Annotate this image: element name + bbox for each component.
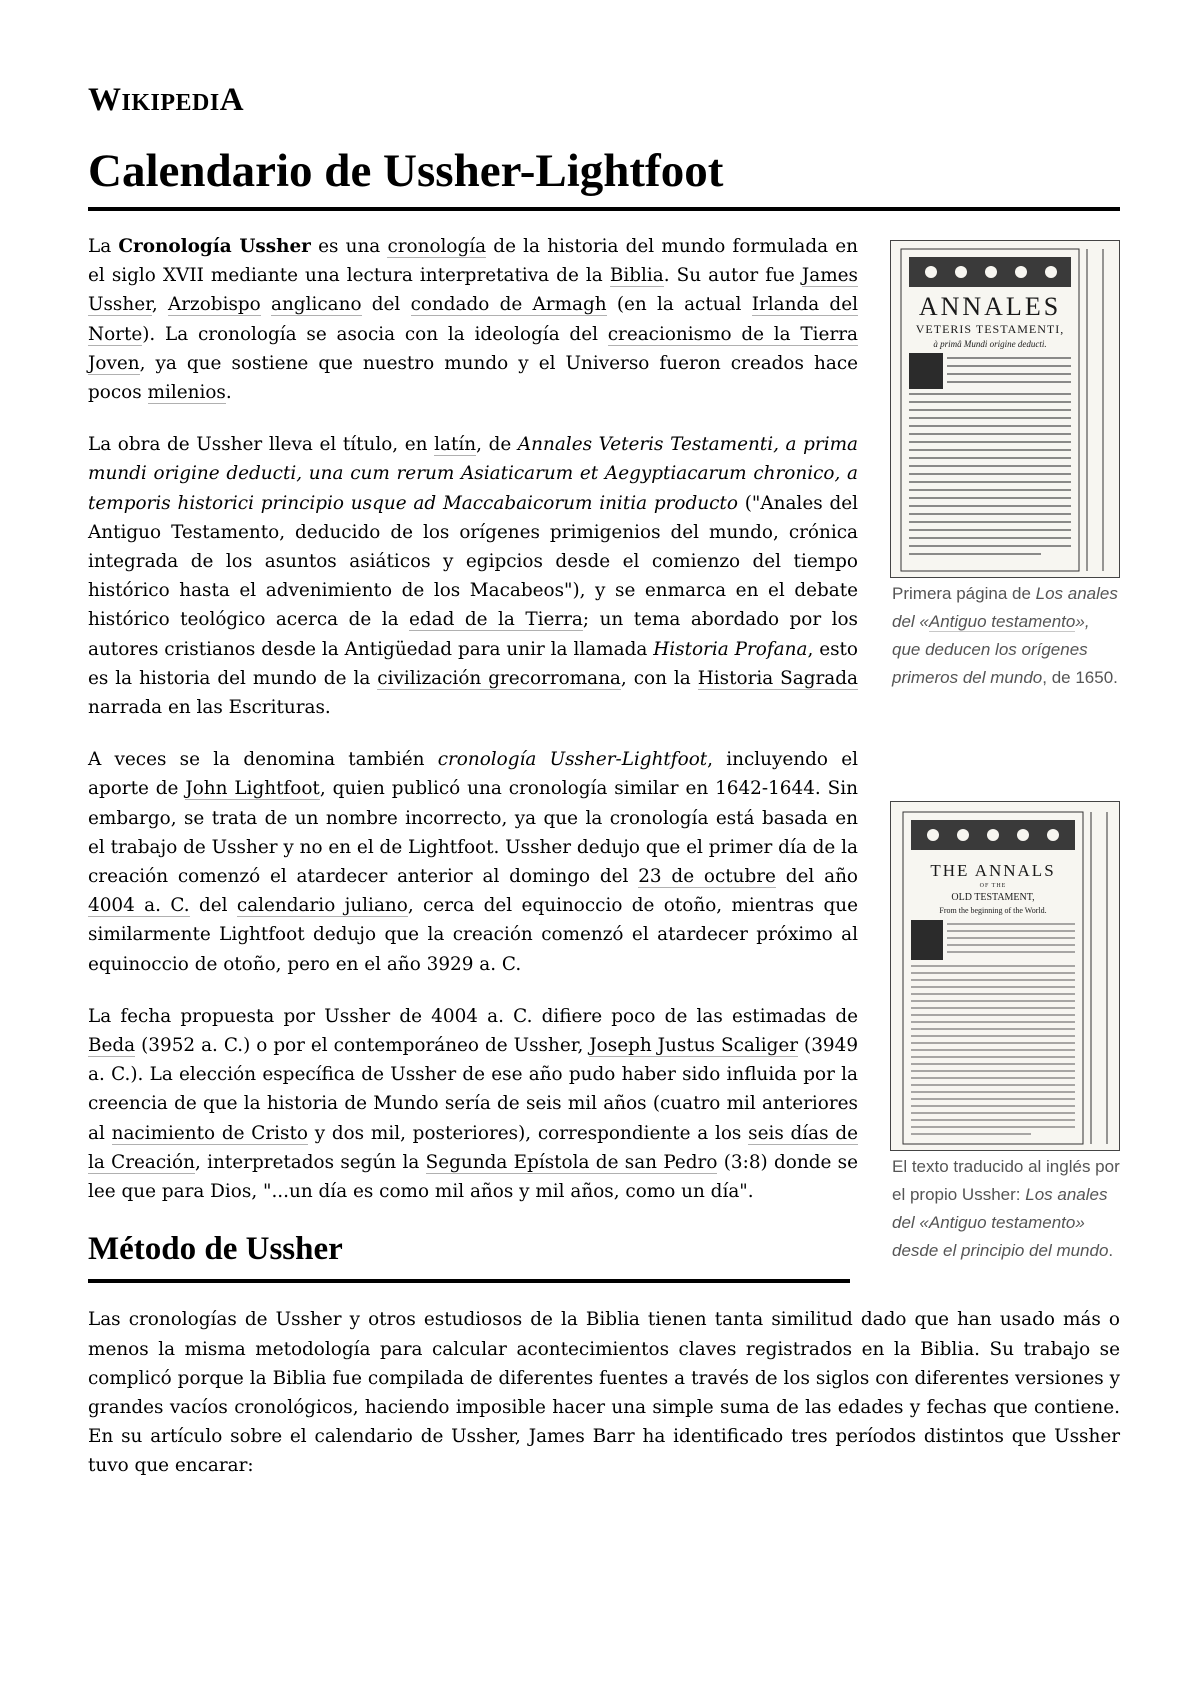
article-body	[88, 232, 1120, 1504]
svg-text:From the beginning of the Worl: From the beginning of the World.	[939, 906, 1047, 916]
figure-image-annals[interactable]	[890, 801, 1120, 1151]
annales-title-page-image	[891, 241, 1120, 577]
svg-text:VETERIS TESTAMENTI,: VETERIS TESTAMENTI,	[915, 322, 1065, 336]
link-cronologia[interactable]: cronología	[387, 236, 487, 257]
link-milenios[interactable]: milenios	[147, 382, 226, 404]
link-irlanda-del-norte[interactable]: Irlanda del Norte	[88, 294, 858, 345]
link-civilizacion-grecorromana[interactable]: civilización grecorromana	[377, 667, 621, 689]
paragraph-intro: La Cronología Ussher es una cronología de la historia del mundo formulada en el siglo XVII mediante una lectura interpretativa de la Biblia. Su autor fue James Ussher, Arzobispo anglicano del condado de Armagh (en la actual Irlanda del Norte). La cronología se asocia con la ideología del creacionismo de la Tierra Joven, ya que sostiene que nuestro mundo y el Universo fueron creados hace pocos milenios.	[88, 236, 859, 404]
figure-image-annales[interactable]	[890, 240, 1120, 578]
caption-link-antiguo-testamento[interactable]: Antiguo testamento	[928, 612, 1076, 631]
link-nacimiento-de-cristo[interactable]: nacimiento de Cristo	[111, 1122, 308, 1144]
link-beda[interactable]: Beda	[88, 1035, 136, 1057]
figure-annals	[888, 801, 1120, 1265]
svg-text:à primâ Mundi origine deducti.: à primâ Mundi origine deducti.	[933, 339, 1047, 349]
link-james-ussher[interactable]: James Ussher	[88, 265, 858, 316]
link-23-de-octubre[interactable]: 23 de octubre	[638, 866, 776, 888]
figure-caption-annales: Primera página de Los anales del «Antiguo testamento», que deducen los orígenes primeros del mundo, de 1650.	[892, 584, 1118, 687]
svg-text:OLD TESTAMENT,: OLD TESTAMENT,	[951, 892, 1035, 904]
paragraph-fecha: La fecha propuesta por Ussher de 4004 a. C. difiere poco de las estimadas de Beda (3952 a. C.) o por el contemporáneo de Ussher, Joseph Justus Scaliger (3949 a. C.). La elección específica de Ussher de ese año pudo haber sido influida por la creencia de que la historia de Mundo sería de seis mil años (cuatro mil anteriores al nacimiento de Cristo y dos mil, posteriores), correspondiente a los seis días de la Creación, interpretados según la Segunda Epístola de san Pedro (3:8) donde se lee que para Dios, "...un día es como mil años y mil años, como un día".	[88, 1005, 859, 1203]
link-historia-sagrada[interactable]: Historia Sagrada	[697, 667, 859, 689]
paragraph-lightfoot: A veces se la denomina también cronología Ussher-Lightfoot, incluyendo el aporte de John Lightfoot, quien publicó una cronología similar en 1642-1644. Sin embargo, se trata de un nombre incorrecto, ya que la cronología está basada en el trabajo de Ussher y no en el de Lightfoot. Ussher dedujo que el primer día de la creación comenzó el atardecer anterior al domingo del 23 de octubre del año 4004 a. C. del calendario juliano, cerca del equinoccio de otoño, mientras que similarmente Lightfoot dedujo que la creación comenzó el atardecer próximo al equinoccio de otoño, pero en el año 3929 a. C.	[88, 749, 858, 975]
link-anglicano[interactable]: anglicano	[271, 294, 362, 316]
title-divider	[88, 207, 1120, 211]
paragraph-metodo: Las cronologías de Ussher y otros estudiosos de la Biblia tienen tanta similitud dado que han usado más o menos la misma metodología para calcular acontecimientos claves registrados en la Biblia. Su trabajo se complicó porque la Biblia fue compilada de diferentes fuentes a través de los siglos con diferentes versiones y grandes vacíos cronológicos, haciendo imposible hacer una simple suma de las edades y fechas que contiene. En su artículo sobre el calendario de Ussher, James Barr ha identificado tres períodos distintos que Ussher tuvo que encarar:	[88, 1309, 1120, 1477]
link-seis-dias-creacion[interactable]: seis días de la Creación	[88, 1122, 858, 1173]
link-arzobispo[interactable]: Arzobispo	[167, 294, 261, 316]
link-calendario-juliano[interactable]: calendario juliano	[236, 895, 408, 917]
annals-title-page-image	[891, 802, 1120, 1150]
svg-text:THE ANNALS: THE ANNALS	[930, 861, 1056, 881]
figure-caption-annals: El texto traducido al inglés por el propio Ussher: Los anales del «Antiguo testamento» desde el principio del mundo.	[892, 1157, 1120, 1261]
link-4004-ac[interactable]: 4004 a. C.	[88, 895, 190, 917]
svg-text:ANNALES: ANNALES	[918, 292, 1062, 321]
link-joseph-justus-scaliger[interactable]: Joseph Justus Scaliger	[589, 1035, 799, 1057]
link-edad-de-la-tierra[interactable]: edad de la Tierra	[409, 609, 583, 631]
section-heading-metodo: Método de Ussher	[88, 1229, 850, 1283]
wikipedia-logo[interactable]: WIKIPEDIA	[88, 82, 245, 118]
figure-annales	[888, 240, 1120, 692]
link-latin[interactable]: latín	[434, 434, 477, 456]
svg-text:OF THE: OF THE	[979, 883, 1007, 890]
link-segunda-epistola-san-pedro[interactable]: Segunda Epístola de san Pedro	[425, 1151, 718, 1173]
paragraph-obra: La obra de Ussher lleva el título, en latín, de Annales Veteris Testamenti, a prima mundi origine deducti, una cum rerum Asiaticarum et Aegyptiacarum chronico, a temporis historici principio usque ad Maccabaicorum initia producto ("Anales del Antiguo Testamento, deducido de los orígenes primigenios del mundo, crónica integrada de los asuntos asiáticos y egipcios desde el comienzo del tiempo histórico hasta el advenimiento de los Macabeos"), y se enmarca en el debate histórico teológico acerca de la edad de la Tierra; un tema abordado por los autores cristianos desde la Antigüedad para unir la llamada Historia Profana, esto es la historia del mundo de la civilización grecorromana, con la Historia Sagrada narrada en las Escrituras.	[88, 434, 859, 719]
page-title: Calendario de Ussher-Lightfoot	[88, 145, 724, 197]
link-creacionismo-tierra-joven[interactable]: creacionismo de la Tierra Joven	[88, 323, 858, 374]
link-biblia[interactable]: Biblia	[609, 265, 664, 287]
link-condado-de-armagh[interactable]: condado de Armagh	[410, 294, 607, 316]
link-john-lightfoot[interactable]: John Lightfoot	[185, 778, 320, 800]
